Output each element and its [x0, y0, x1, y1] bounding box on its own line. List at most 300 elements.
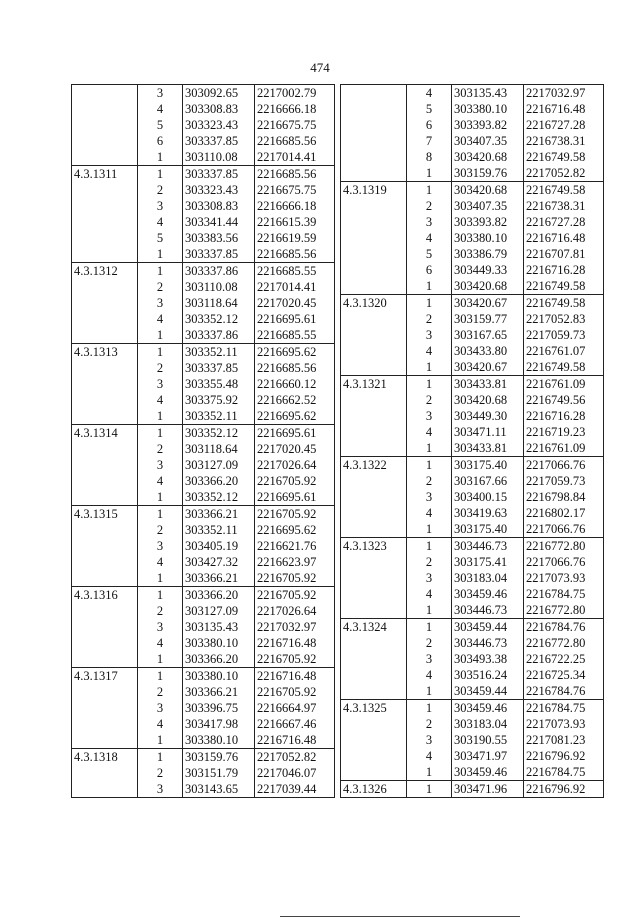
- x-coordinate-cell: 303167.65: [452, 327, 524, 343]
- point-number-cell: 1: [138, 166, 183, 183]
- parcel-id-cell: [72, 554, 138, 570]
- table-row: [341, 198, 604, 214]
- x-coordinate-cell: 303366.20: [183, 587, 255, 604]
- x-coordinate-cell: 303183.04: [452, 570, 524, 586]
- x-coordinate-cell: 303446.73: [452, 602, 524, 619]
- point-number-cell: 3: [407, 732, 452, 748]
- table-row: [341, 748, 604, 764]
- parcel-id-cell: [341, 586, 407, 602]
- parcel-id-cell: [72, 230, 138, 246]
- y-coordinate-cell: 2216716.28: [524, 262, 604, 278]
- point-number-cell: 3: [138, 198, 183, 214]
- y-coordinate-cell: 2216705.92: [255, 473, 335, 489]
- parcel-id-cell: [72, 765, 138, 781]
- point-number-cell: 8: [407, 149, 452, 165]
- y-coordinate-cell: 2216685.56: [255, 133, 335, 149]
- y-coordinate-cell: 2216685.56: [255, 246, 335, 263]
- parcel-id-cell: [341, 505, 407, 521]
- x-coordinate-cell: 303420.68: [452, 392, 524, 408]
- x-coordinate-cell: 303135.43: [183, 619, 255, 635]
- y-coordinate-cell: 2216772.80: [524, 602, 604, 619]
- table-row: [341, 246, 604, 262]
- x-coordinate-cell: 303446.73: [452, 635, 524, 651]
- parcel-id-cell: [341, 667, 407, 683]
- point-number-cell: 2: [407, 716, 452, 732]
- y-coordinate-cell: 2217026.64: [255, 603, 335, 619]
- y-coordinate-cell: 2216662.52: [255, 392, 335, 408]
- x-coordinate-cell: 303118.64: [183, 295, 255, 311]
- parcel-id-cell: [72, 635, 138, 651]
- parcel-id-cell: [72, 473, 138, 489]
- parcel-id-cell: [341, 262, 407, 278]
- table-row: [72, 133, 335, 149]
- table-row: [72, 425, 335, 442]
- table-row: [341, 149, 604, 165]
- point-number-cell: 1: [407, 764, 452, 781]
- point-number-cell: 1: [407, 376, 452, 393]
- y-coordinate-cell: 2216695.61: [255, 311, 335, 327]
- point-number-cell: 4: [407, 505, 452, 521]
- parcel-id-cell: [341, 635, 407, 651]
- table-row: [341, 473, 604, 489]
- table-row: [341, 101, 604, 117]
- parcel-id-cell: [72, 295, 138, 311]
- x-coordinate-cell: 303380.10: [183, 635, 255, 651]
- point-number-cell: 4: [407, 667, 452, 683]
- parcel-id-cell: [341, 554, 407, 570]
- table-row: [72, 360, 335, 376]
- y-coordinate-cell: 2216615.39: [255, 214, 335, 230]
- parcel-id-cell: [341, 521, 407, 538]
- x-coordinate-cell: 303352.11: [183, 522, 255, 538]
- table-row: [72, 101, 335, 117]
- y-coordinate-cell: 2216784.76: [524, 619, 604, 636]
- table-row: [72, 749, 335, 766]
- table-row: [341, 457, 604, 474]
- y-coordinate-cell: 2216623.97: [255, 554, 335, 570]
- parcel-id-cell: [72, 117, 138, 133]
- point-number-cell: 3: [407, 327, 452, 343]
- y-coordinate-cell: 2217032.97: [524, 85, 604, 102]
- table-row: [72, 668, 335, 685]
- x-coordinate-cell: 303427.32: [183, 554, 255, 570]
- point-number-cell: 3: [138, 781, 183, 798]
- x-coordinate-cell: 303366.20: [183, 473, 255, 489]
- table-row: [72, 732, 335, 749]
- point-number-cell: 1: [407, 295, 452, 312]
- y-coordinate-cell: 2217014.41: [255, 279, 335, 295]
- parcel-id-cell: [72, 360, 138, 376]
- table-row: [341, 554, 604, 570]
- parcel-id-cell: [72, 489, 138, 506]
- table-row: [341, 424, 604, 440]
- parcel-id-cell: [72, 376, 138, 392]
- parcel-id-cell: 4.3.1316: [72, 587, 138, 604]
- x-coordinate-cell: 303352.12: [183, 489, 255, 506]
- table-row: [72, 198, 335, 214]
- table-row: [72, 117, 335, 133]
- y-coordinate-cell: 2217052.82: [255, 749, 335, 766]
- y-coordinate-cell: 2216685.55: [255, 263, 335, 280]
- parcel-id-cell: [341, 198, 407, 214]
- point-number-cell: 1: [138, 327, 183, 344]
- parcel-id-cell: [341, 327, 407, 343]
- x-coordinate-cell: 303420.68: [452, 182, 524, 199]
- table-row: [72, 457, 335, 473]
- y-coordinate-cell: 2217052.83: [524, 311, 604, 327]
- point-number-cell: 5: [407, 101, 452, 117]
- x-coordinate-cell: 303175.40: [452, 457, 524, 474]
- parcel-id-cell: 4.3.1320: [341, 295, 407, 312]
- table-row: [72, 344, 335, 361]
- table-row: [341, 667, 604, 683]
- x-coordinate-cell: 303135.43: [452, 85, 524, 102]
- parcel-id-cell: 4.3.1318: [72, 749, 138, 766]
- parcel-id-cell: [72, 85, 138, 102]
- table-row: [341, 327, 604, 343]
- parcel-id-cell: [341, 748, 407, 764]
- table-row: [72, 603, 335, 619]
- point-number-cell: 2: [138, 522, 183, 538]
- table-row: [341, 716, 604, 732]
- y-coordinate-cell: 2216784.75: [524, 586, 604, 602]
- x-coordinate-cell: 303159.77: [452, 311, 524, 327]
- x-coordinate-cell: 303352.11: [183, 408, 255, 425]
- parcel-id-cell: [72, 133, 138, 149]
- point-number-cell: 1: [407, 700, 452, 717]
- y-coordinate-cell: 2217002.79: [255, 85, 335, 102]
- x-coordinate-cell: 303405.19: [183, 538, 255, 554]
- table-row: [72, 619, 335, 635]
- table-row: [341, 732, 604, 748]
- point-number-cell: 3: [138, 295, 183, 311]
- parcel-id-cell: [341, 85, 407, 102]
- y-coordinate-cell: 2217020.45: [255, 295, 335, 311]
- parcel-id-cell: [72, 311, 138, 327]
- x-coordinate-cell: 303471.96: [452, 781, 524, 798]
- table-row: [72, 376, 335, 392]
- y-coordinate-cell: 2217066.76: [524, 554, 604, 570]
- point-number-cell: 6: [138, 133, 183, 149]
- table-row: [341, 635, 604, 651]
- y-coordinate-cell: 2216666.18: [255, 101, 335, 117]
- parcel-id-cell: 4.3.1322: [341, 457, 407, 474]
- point-number-cell: 3: [407, 570, 452, 586]
- point-number-cell: 1: [138, 489, 183, 506]
- table-row: [341, 570, 604, 586]
- y-coordinate-cell: 2216725.34: [524, 667, 604, 683]
- y-coordinate-cell: 2216695.62: [255, 522, 335, 538]
- x-coordinate-cell: 303375.92: [183, 392, 255, 408]
- table-row: [341, 521, 604, 538]
- point-number-cell: 2: [138, 684, 183, 700]
- point-number-cell: 2: [138, 765, 183, 781]
- point-number-cell: 4: [138, 311, 183, 327]
- table-row: [72, 684, 335, 700]
- point-number-cell: 1: [138, 506, 183, 523]
- table-row: [72, 214, 335, 230]
- parcel-id-cell: [341, 651, 407, 667]
- x-coordinate-cell: 303183.04: [452, 716, 524, 732]
- point-number-cell: 3: [407, 408, 452, 424]
- point-number-cell: 1: [407, 602, 452, 619]
- point-number-cell: 1: [407, 165, 452, 182]
- table-row: [341, 214, 604, 230]
- point-number-cell: 3: [138, 538, 183, 554]
- x-coordinate-cell: 303337.85: [183, 246, 255, 263]
- parcel-id-cell: [341, 278, 407, 295]
- parcel-id-cell: 4.3.1315: [72, 506, 138, 523]
- y-coordinate-cell: 2216695.62: [255, 344, 335, 361]
- x-coordinate-cell: 303175.40: [452, 521, 524, 538]
- y-coordinate-cell: 2216719.23: [524, 424, 604, 440]
- point-number-cell: 3: [138, 376, 183, 392]
- point-number-cell: 4: [138, 716, 183, 732]
- table-row: [72, 392, 335, 408]
- y-coordinate-cell: 2216619.59: [255, 230, 335, 246]
- parcel-id-cell: [341, 489, 407, 505]
- y-coordinate-cell: 2216749.58: [524, 278, 604, 295]
- x-coordinate-cell: 303459.44: [452, 619, 524, 636]
- parcel-id-cell: [72, 538, 138, 554]
- point-number-cell: 5: [407, 246, 452, 262]
- y-coordinate-cell: 2216705.92: [255, 684, 335, 700]
- table-row: [72, 522, 335, 538]
- x-coordinate-cell: 303516.24: [452, 667, 524, 683]
- point-number-cell: 5: [138, 117, 183, 133]
- parcel-id-cell: [72, 684, 138, 700]
- point-number-cell: 7: [407, 133, 452, 149]
- table-row: [341, 619, 604, 636]
- coordinates-table-right: [340, 84, 604, 798]
- point-number-cell: 2: [407, 635, 452, 651]
- x-coordinate-cell: 303433.81: [452, 440, 524, 457]
- point-number-cell: 1: [407, 619, 452, 636]
- table-row: [72, 570, 335, 587]
- y-coordinate-cell: 2216727.28: [524, 214, 604, 230]
- x-coordinate-cell: 303446.73: [452, 538, 524, 555]
- parcel-id-cell: 4.3.1321: [341, 376, 407, 393]
- y-coordinate-cell: 2216738.31: [524, 198, 604, 214]
- y-coordinate-cell: 2216772.80: [524, 635, 604, 651]
- table-row: [341, 376, 604, 393]
- y-coordinate-cell: 2216716.48: [255, 668, 335, 685]
- y-coordinate-cell: 2216695.61: [255, 489, 335, 506]
- point-number-cell: 3: [138, 700, 183, 716]
- parcel-id-cell: [72, 408, 138, 425]
- parcel-id-cell: [341, 165, 407, 182]
- coordinates-table-left: [71, 84, 335, 798]
- y-coordinate-cell: 2216664.97: [255, 700, 335, 716]
- table-row: [341, 538, 604, 555]
- point-number-cell: 2: [407, 311, 452, 327]
- x-coordinate-cell: 303352.12: [183, 425, 255, 442]
- table-row: [341, 764, 604, 781]
- parcel-id-cell: [341, 230, 407, 246]
- point-number-cell: 5: [138, 230, 183, 246]
- table-row: [72, 230, 335, 246]
- x-coordinate-cell: 303323.43: [183, 117, 255, 133]
- table-row: [72, 781, 335, 798]
- parcel-id-cell: [341, 683, 407, 700]
- y-coordinate-cell: 2216667.46: [255, 716, 335, 732]
- parcel-id-cell: [72, 522, 138, 538]
- parcel-id-cell: [341, 101, 407, 117]
- x-coordinate-cell: 303337.85: [183, 133, 255, 149]
- point-number-cell: 2: [138, 279, 183, 295]
- table-row: [72, 538, 335, 554]
- parcel-id-cell: [341, 716, 407, 732]
- x-coordinate-cell: 303175.41: [452, 554, 524, 570]
- table-row: [72, 651, 335, 668]
- x-coordinate-cell: 303420.68: [452, 149, 524, 165]
- y-coordinate-cell: 2216761.09: [524, 376, 604, 393]
- x-coordinate-cell: 303308.83: [183, 198, 255, 214]
- x-coordinate-cell: 303323.43: [183, 182, 255, 198]
- table-row: [341, 117, 604, 133]
- x-coordinate-cell: 303407.35: [452, 198, 524, 214]
- parcel-id-cell: 4.3.1313: [72, 344, 138, 361]
- parcel-id-cell: [72, 651, 138, 668]
- point-number-cell: 4: [138, 473, 183, 489]
- x-coordinate-cell: 303190.55: [452, 732, 524, 748]
- table-row: [72, 85, 335, 102]
- point-number-cell: 1: [407, 359, 452, 376]
- parcel-id-cell: [72, 700, 138, 716]
- table-row: [341, 311, 604, 327]
- table-row: [72, 182, 335, 198]
- y-coordinate-cell: 2216705.92: [255, 506, 335, 523]
- point-number-cell: 1: [138, 570, 183, 587]
- x-coordinate-cell: 303127.09: [183, 603, 255, 619]
- point-number-cell: 4: [407, 343, 452, 359]
- table-row: [72, 279, 335, 295]
- footer-rule: [280, 916, 520, 917]
- point-number-cell: 1: [138, 732, 183, 749]
- point-number-cell: 3: [138, 619, 183, 635]
- parcel-id-cell: 4.3.1325: [341, 700, 407, 717]
- x-coordinate-cell: 303337.86: [183, 263, 255, 280]
- y-coordinate-cell: 2216621.76: [255, 538, 335, 554]
- table-row: [72, 506, 335, 523]
- point-number-cell: 4: [407, 85, 452, 102]
- table-row: [341, 586, 604, 602]
- parcel-id-cell: [72, 392, 138, 408]
- y-coordinate-cell: 2216738.31: [524, 133, 604, 149]
- parcel-id-cell: [341, 246, 407, 262]
- parcel-id-cell: 4.3.1311: [72, 166, 138, 183]
- table-row: [72, 246, 335, 263]
- table-row: [72, 554, 335, 570]
- y-coordinate-cell: 2217073.93: [524, 716, 604, 732]
- parcel-id-cell: [72, 198, 138, 214]
- table-row: [72, 441, 335, 457]
- point-number-cell: 1: [138, 425, 183, 442]
- table-row: [72, 408, 335, 425]
- table-row: [341, 182, 604, 199]
- parcel-id-cell: 4.3.1323: [341, 538, 407, 555]
- x-coordinate-cell: 303433.80: [452, 343, 524, 359]
- point-number-cell: 1: [407, 683, 452, 700]
- point-number-cell: 1: [407, 781, 452, 798]
- parcel-id-cell: [72, 732, 138, 749]
- y-coordinate-cell: 2216784.76: [524, 683, 604, 700]
- y-coordinate-cell: 2216784.75: [524, 700, 604, 717]
- x-coordinate-cell: 303449.33: [452, 262, 524, 278]
- parcel-id-cell: [341, 764, 407, 781]
- point-number-cell: 3: [407, 651, 452, 667]
- y-coordinate-cell: 2216798.84: [524, 489, 604, 505]
- y-coordinate-cell: 2217032.97: [255, 619, 335, 635]
- point-number-cell: 2: [407, 198, 452, 214]
- parcel-id-cell: 4.3.1317: [72, 668, 138, 685]
- x-coordinate-cell: 303159.76: [452, 165, 524, 182]
- table-row: [341, 505, 604, 521]
- x-coordinate-cell: 303433.81: [452, 376, 524, 393]
- point-number-cell: 4: [138, 101, 183, 117]
- parcel-id-cell: [72, 214, 138, 230]
- point-number-cell: 1: [138, 263, 183, 280]
- parcel-id-cell: [341, 117, 407, 133]
- x-coordinate-cell: 303471.97: [452, 748, 524, 764]
- point-number-cell: 1: [407, 521, 452, 538]
- y-coordinate-cell: 2216749.58: [524, 182, 604, 199]
- point-number-cell: 3: [407, 214, 452, 230]
- point-number-cell: 2: [138, 603, 183, 619]
- point-number-cell: 3: [138, 85, 183, 102]
- y-coordinate-cell: 2217052.82: [524, 165, 604, 182]
- parcel-id-cell: [341, 440, 407, 457]
- parcel-id-cell: [341, 149, 407, 165]
- y-coordinate-cell: 2216685.55: [255, 327, 335, 344]
- table-row: [341, 262, 604, 278]
- parcel-id-cell: [341, 424, 407, 440]
- x-coordinate-cell: 303459.46: [452, 700, 524, 717]
- point-number-cell: 1: [138, 246, 183, 263]
- x-coordinate-cell: 303417.98: [183, 716, 255, 732]
- table-row: [72, 327, 335, 344]
- y-coordinate-cell: 2216716.48: [255, 635, 335, 651]
- y-coordinate-cell: 2216749.58: [524, 149, 604, 165]
- point-number-cell: 1: [138, 668, 183, 685]
- x-coordinate-cell: 303092.65: [183, 85, 255, 102]
- y-coordinate-cell: 2216772.80: [524, 538, 604, 555]
- parcel-id-cell: [72, 246, 138, 263]
- table-row: [72, 716, 335, 732]
- y-coordinate-cell: 2216695.61: [255, 425, 335, 442]
- y-coordinate-cell: 2216707.81: [524, 246, 604, 262]
- parcel-id-cell: [72, 279, 138, 295]
- parcel-id-cell: 4.3.1324: [341, 619, 407, 636]
- table-row: [341, 408, 604, 424]
- point-number-cell: 1: [407, 457, 452, 474]
- parcel-id-cell: [341, 133, 407, 149]
- x-coordinate-cell: 303366.20: [183, 651, 255, 668]
- parcel-id-cell: 4.3.1319: [341, 182, 407, 199]
- y-coordinate-cell: 2216796.92: [524, 748, 604, 764]
- x-coordinate-cell: 303352.12: [183, 311, 255, 327]
- point-number-cell: 4: [407, 424, 452, 440]
- y-coordinate-cell: 2217026.64: [255, 457, 335, 473]
- y-coordinate-cell: 2217059.73: [524, 473, 604, 489]
- x-coordinate-cell: 303420.67: [452, 295, 524, 312]
- table-row: [341, 602, 604, 619]
- y-coordinate-cell: 2217073.93: [524, 570, 604, 586]
- x-coordinate-cell: 303366.21: [183, 506, 255, 523]
- x-coordinate-cell: 303420.67: [452, 359, 524, 376]
- table-row: [72, 700, 335, 716]
- x-coordinate-cell: 303407.35: [452, 133, 524, 149]
